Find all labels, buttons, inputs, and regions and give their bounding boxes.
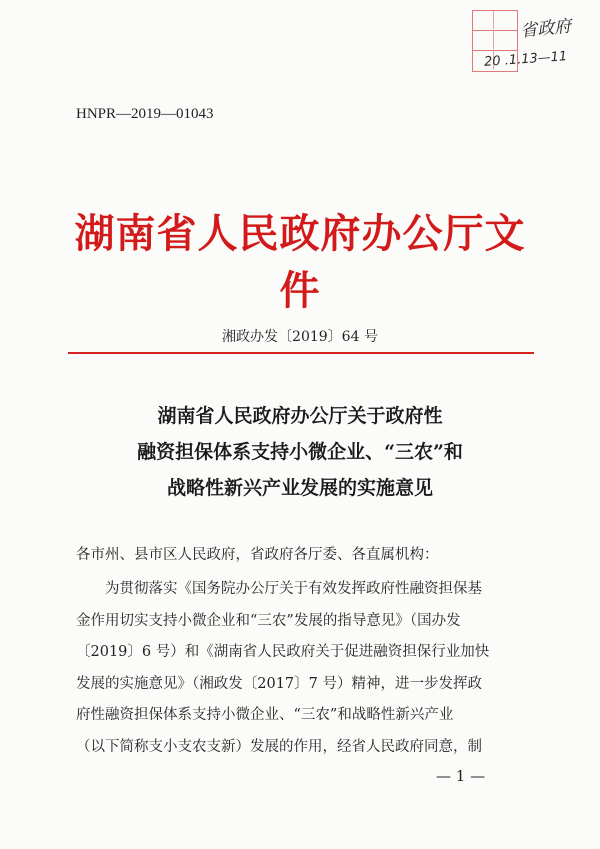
document-code: HNPR—2019—01043 — [76, 106, 214, 122]
salutation: 各市州、县市区人民政府，省政府各厅委、各直属机构： — [76, 547, 439, 563]
title-line: 战略性新兴产业发展的实施意见 — [166, 477, 433, 499]
handwritten-note: 省政府 — [519, 16, 573, 42]
red-divider — [68, 352, 534, 354]
body-line: 金作用切实支持小微企业和“三农”发展的指导意见》（国办发 — [76, 612, 461, 629]
document-number: 湘政办发〔2019〕64 号 — [222, 329, 378, 345]
title-line: 融资担保体系支持小微企业、“三农”和 — [137, 441, 463, 463]
body-paragraph — [76, 574, 528, 763]
issuer-title: 湖南省人民政府办公厅文件 — [74, 210, 526, 314]
page-number: — 1 — — [436, 767, 486, 785]
body-line: （以下简称支小支农支新）发展的作用，经省人民政府同意，制 — [76, 738, 482, 755]
body-line: 府性融资担保体系支持小微企业、“三农”和战略性新兴产业 — [76, 707, 454, 723]
body-line: 发展的实施意见》（湘政发〔2017〕7 号）精神，进一步发挥政 — [76, 675, 482, 692]
body-line: 为贯彻落实《国务院办公厅关于有效发挥政府性融资担保基 — [105, 581, 482, 597]
document-title — [60, 398, 540, 506]
title-line: 湖南省人民政府办公厅关于政府性 — [157, 405, 443, 427]
body-line: 〔2019〕6 号）和《湖南省人民政府关于促进融资担保行业加快 — [76, 644, 490, 660]
handwritten-date: 20 .1.13—11 — [483, 49, 568, 70]
